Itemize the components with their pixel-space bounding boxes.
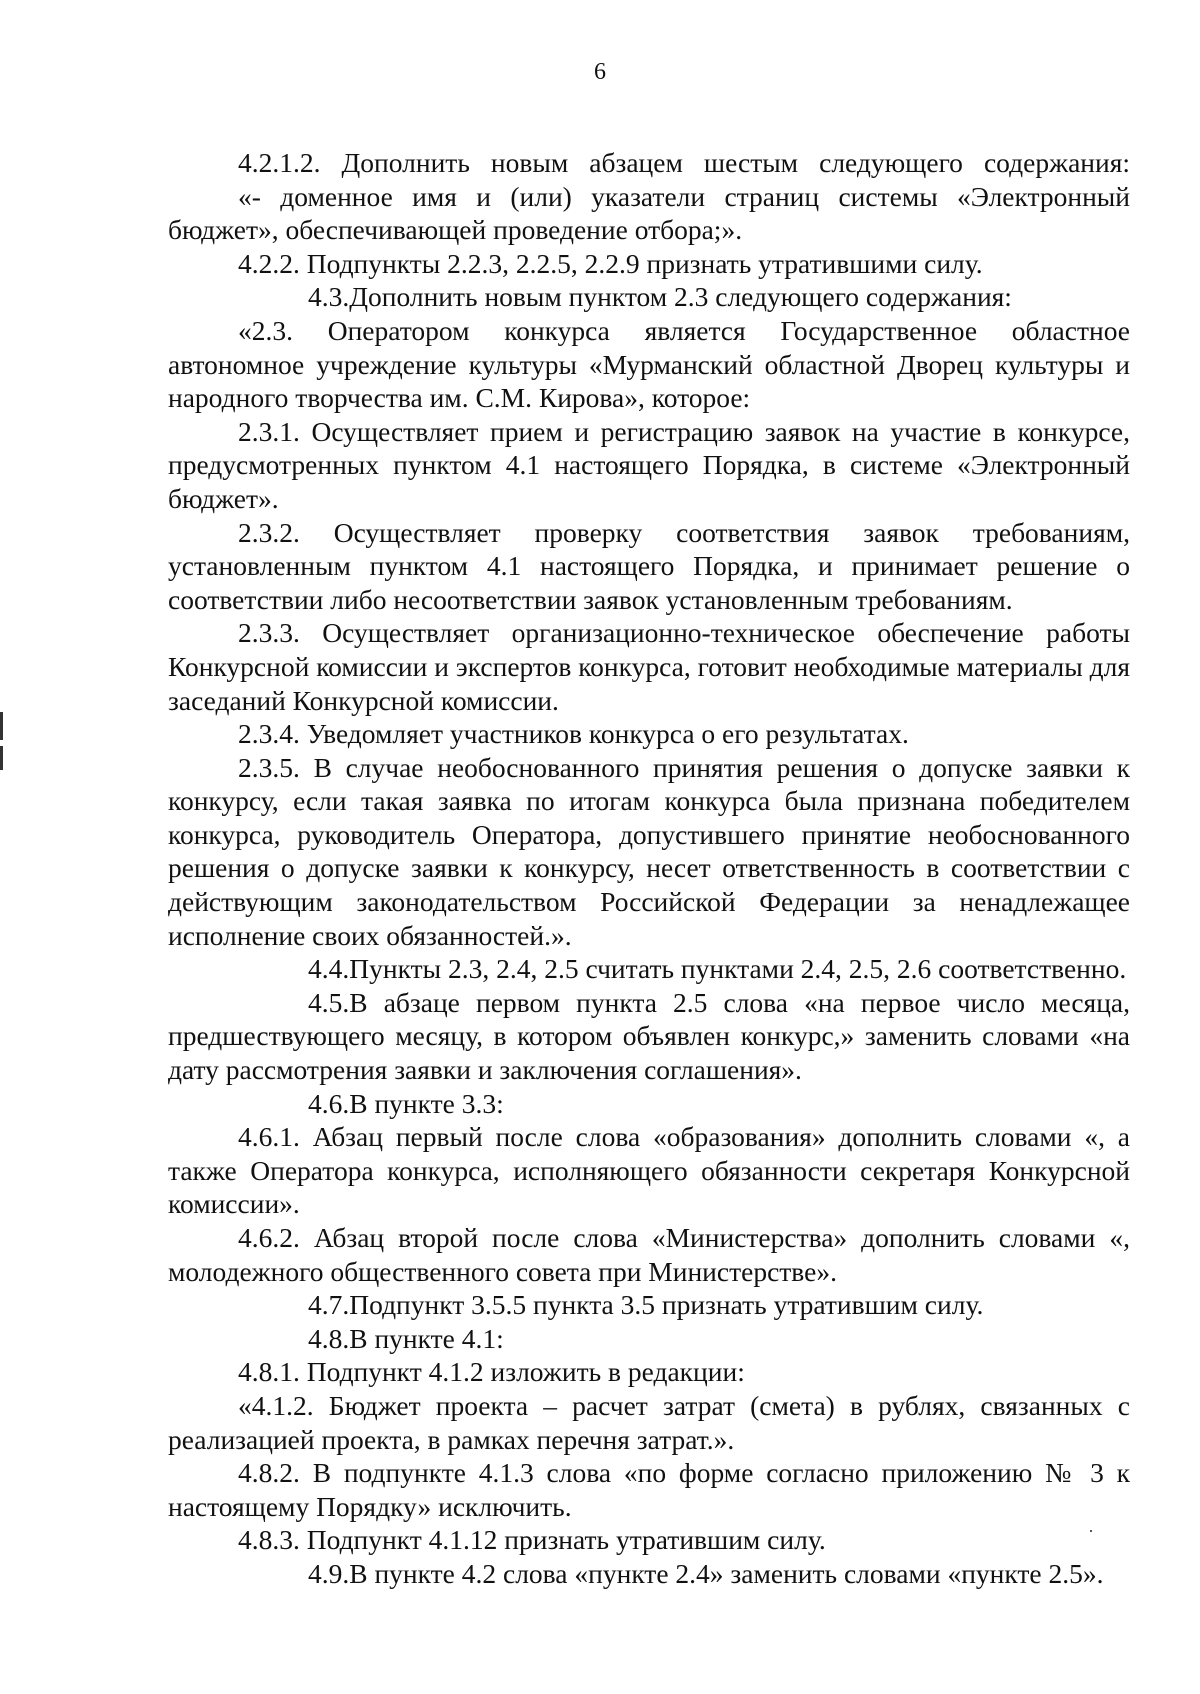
paragraph-2-3-1: 2.3.1. Осуществляет прием и регистрацию заявок на участие в конкурсе, предусмотренных пунктом 4.1 настоящего Порядка, в системе «Электронный бюджет». [168,415,1130,514]
paragraph-2-3: «2.3. Оператором конкурса является Государственное областное автономное учреждение культуры «Мурманский областной Дворец культуры и народного творчества им. С.М. Кирова», которое: [168,314,1130,414]
item-text: В пункте 3.3: [349,1087,504,1119]
item-number: 4.9. [308,1557,350,1589]
paragraph-2-3-3: 2.3.3. Осуществляет организационно-техническое обеспечение работы Конкурсной комиссии и экспертов конкурса, готовит необходимые материалы для заседаний Конкурсной комиссии. [168,617,1130,716]
paragraph-4-7 [168,1288,1130,1322]
paragraph-4-6-1: 4.6.1. Абзац первый после слова «образования» дополнить словами «, а также Оператора конкурса, исполняющего обязанности секретаря Конкурсной комиссии». [168,1121,1130,1220]
paragraph-4-8 [168,1322,1130,1356]
page-number: 6 [594,59,606,85]
item-text: Дополнить новым пунктом 2.3 следующего содержания: [349,281,1012,313]
paragraph-4-3 [168,280,1130,314]
document-body [168,146,1130,1591]
item-number: 4.4. [308,953,350,985]
paragraph-4-8-2: 4.8.2. В подпункте 4.1.3 слова «по форме согласно приложению № 3 к настоящему Порядку» исключить. [168,1457,1130,1522]
item-text: 4.2.1.2. Дополнить новым абзацем шестым следующего содержания: [238,147,1130,178]
paragraph-4-4 [168,952,1130,986]
paragraph-2-3-5: 2.3.5. В случае необоснованного принятия решения о допуске заявки к конкурсу, если такая заявка по итогам конкурса была признана победителем конкурса, руководитель Оператора, допустившего принятие необоснованного решения о допуске заявки к конкурсу, несет ответственность в соответствии с действующим законодательством Российской Федерации за ненадлежащее исполнение своих обязанностей.». [168,751,1130,951]
item-number: 4.6. [308,1087,350,1119]
item-number: 4.8. [308,1322,350,1354]
item-text: В абзаце первом пункта 2.5 слова «на первое число месяца, предшествующего месяцу, в котором объявлен конкурс,» заменить словами «на дату рассмотрения заявки и заключения соглашения». [168,986,1130,1086]
item-number: 4.7. [308,1289,350,1321]
paragraph-4-6-2: 4.6.2. Абзац второй после слова «Министерства» дополнить словами «, молодежного общественного совета при Министерстве». [168,1222,1130,1287]
item-number: 4.5. [308,986,350,1018]
paragraph-4-8-1: 4.8.1. Подпункт 4.1.2 изложить в редакции: [238,1356,745,1388]
paragraph-4-2-1-2 [168,146,1130,180]
scan-margin-mark [0,712,3,740]
item-text: В пункте 4.2 слова «пункте 2.4» заменить словами «пункте 2.5». [349,1557,1104,1589]
paragraph-4-6 [168,1087,1130,1121]
paragraph-4-1-2-quote: «4.1.2. Бюджет проекта – расчет затрат (смета) в рублях, связанных с реализацией проекта, в рамках перечня затрат.». [168,1389,1130,1455]
paragraph-4-5 [168,986,1130,1087]
scan-margin-mark [0,746,3,770]
paragraph-4-9 [168,1557,1130,1591]
item-text: Подпункт 3.5.5 пункта 3.5 признать утратившим силу. [349,1289,984,1321]
item-text: В пункте 4.1: [349,1322,504,1354]
item-number: 4.3. [308,281,350,313]
item-text: Пункты 2.3, 2.4, 2.5 считать пунктами 2.4, 2.5, 2.6 соответственно. [349,953,1127,985]
paragraph-4-2-2: 4.2.2. Подпункты 2.2.3, 2.2.5, 2.2.9 признать утратившими силу. [238,247,983,279]
paragraph-2-3-4: 2.3.4. Уведомляет участников конкурса о его результатах. [238,718,909,750]
paragraph-4-8-3: 4.8.3. Подпункт 4.1.12 признать утратившим силу. [238,1524,826,1556]
paragraph-domain-name: «- доменное имя и (или) указатели страниц системы «Электронный бюджет», обеспечивающей проведение отбора;». [168,180,1130,246]
paragraph-2-3-2: 2.3.2. Осуществляет проверку соответствия заявок требованиям, установленным пунктом 4.1 настоящего Порядка, и принимает решение о соответствии либо несоответствии заявок установленным требованиям. [168,516,1130,615]
